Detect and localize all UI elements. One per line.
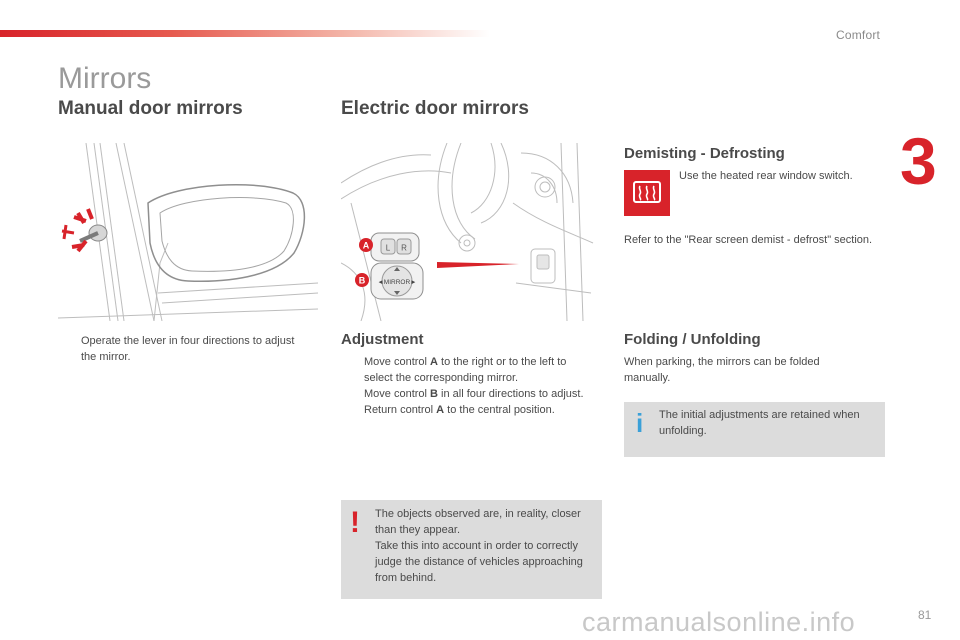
control-b-label: B	[358, 275, 366, 286]
page-number: 81	[918, 608, 932, 622]
header-color-bar	[0, 30, 490, 37]
info-note	[624, 402, 885, 457]
control-reference: A	[430, 356, 438, 368]
page-title: Mirrors	[58, 62, 152, 95]
mirror-lever-icon	[62, 209, 107, 251]
warning-text	[375, 506, 593, 586]
warning-line: The objects observed are, in reality, closer than they appear.	[375, 508, 581, 536]
mirror-key-r: R	[401, 243, 407, 253]
manual-instruction-list	[58, 333, 298, 365]
control-reference: A	[436, 404, 445, 416]
warning-line: Take this into account in order to correctly judge the distance of vehicles approaching from behind.	[375, 540, 583, 584]
list-item	[341, 402, 596, 418]
mirror-knob-label: ◄MIRROR►	[377, 279, 417, 286]
section-label: Comfort	[836, 28, 881, 42]
info-icon: i	[636, 408, 644, 438]
control-reference: B	[430, 388, 438, 400]
chapter-number: 3	[900, 124, 937, 198]
mirror-key-l: L	[385, 243, 391, 253]
info-text: The initial adjustments are retained when unfolding.	[659, 409, 860, 437]
adjustment-text: Move control	[364, 388, 431, 400]
folding-heading: Folding / Unfolding	[624, 331, 761, 348]
list-item	[341, 386, 596, 402]
manual-mirrors-heading: Manual door mirrors	[58, 98, 243, 119]
warning-icon: !	[350, 506, 360, 539]
manual-mirror-illustration	[58, 143, 318, 321]
adjustment-text: in all four directions to adjust.	[437, 388, 584, 400]
warning-note	[341, 500, 602, 599]
manual-mirror-figure	[58, 143, 318, 321]
folding-text: When parking, the mirrors can be folded manually.	[624, 356, 820, 384]
adjustment-list	[341, 354, 596, 418]
adjustment-text: to the central position.	[444, 404, 555, 416]
list-item	[341, 354, 596, 386]
rear-demist-icon	[624, 170, 670, 216]
electric-mirror-figure	[341, 143, 601, 321]
control-a-label: A	[362, 240, 370, 251]
demisting-reference: Refer to the "Rear screen demist - defrost" section.	[624, 234, 873, 246]
adjustment-text: Return control	[364, 404, 437, 416]
heated-rear-window-icon	[624, 170, 670, 216]
watermark: carmanualsonline.info	[582, 607, 856, 637]
demisting-heading: Demisting - Defrosting	[624, 145, 785, 162]
manual-instruction-text: Operate the lever in four directions to adjust the mirror.	[81, 335, 295, 363]
electric-mirrors-heading: Electric door mirrors	[341, 98, 529, 119]
electric-mirror-illustration	[341, 143, 601, 321]
adjustment-heading: Adjustment	[341, 331, 424, 348]
list-item	[58, 333, 298, 365]
adjustment-text: Move control	[364, 356, 431, 368]
adjustment-text: to the right or to the left to select the corresponding mirror.	[364, 356, 567, 384]
demisting-instruction: Use the heated rear window switch.	[679, 170, 853, 182]
